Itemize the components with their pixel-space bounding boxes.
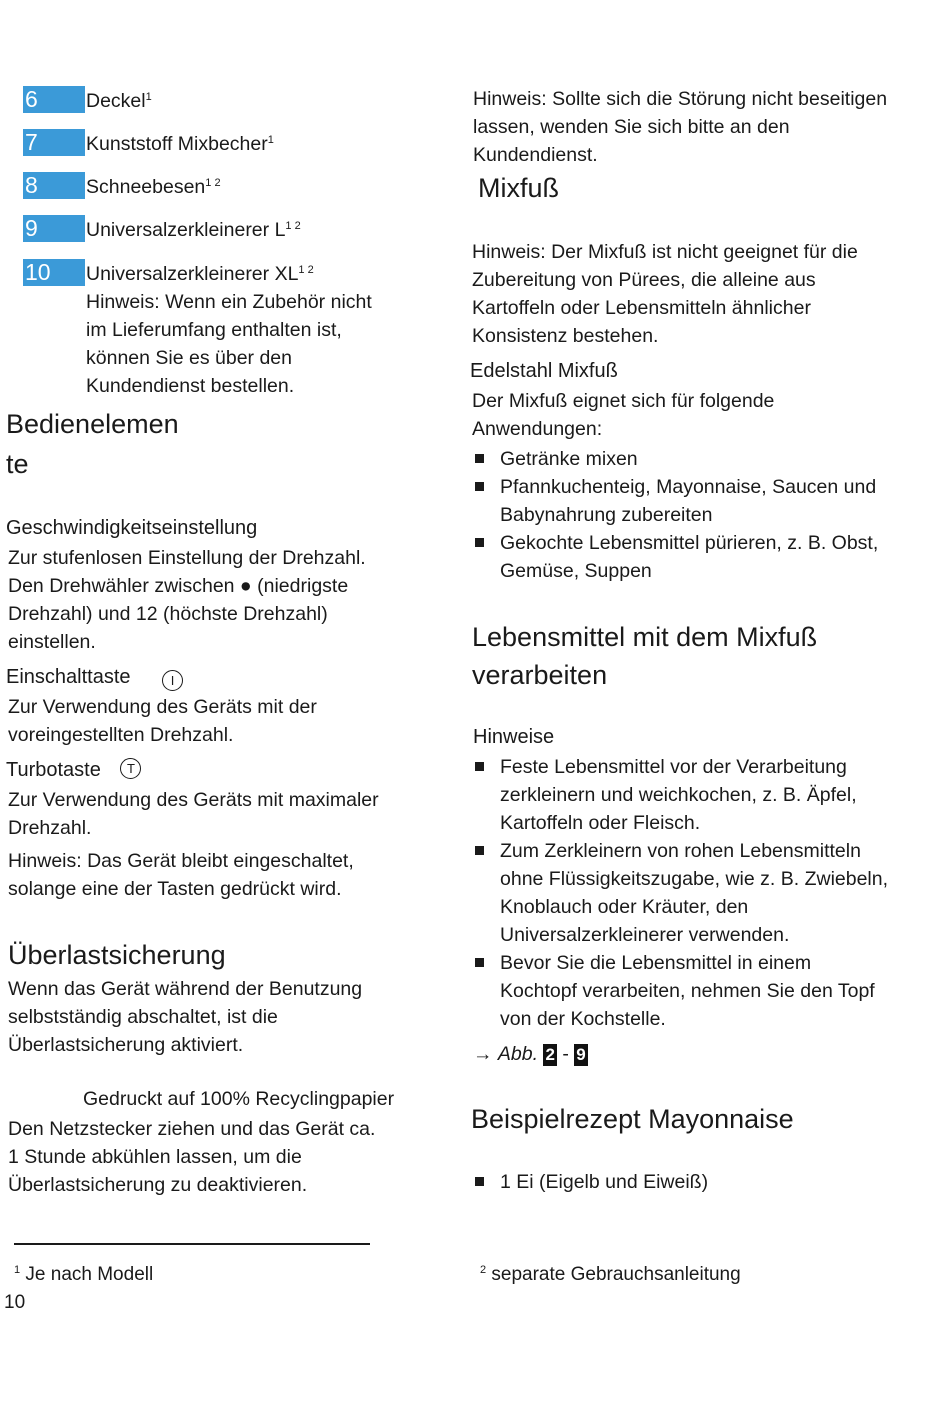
section-heading-controls: Bedienelemen te	[6, 409, 179, 479]
part-label: Universalzerkleinerer $XL^{1 2}$	[86, 263, 314, 285]
section-heading-recipe: Beispielrezept Mayonnaise	[471, 1104, 794, 1134]
part-number: 10	[23, 259, 85, 286]
figure-badge: 9	[576, 1045, 586, 1064]
list-item: Gekochte Lebensmittel pürieren, z. B. Obst, Gemüse, Suppen	[473, 529, 913, 585]
overload-text: Wenn das Gerät während der Benutzung selbstständig abschaltet, ist die Überlastsicherung aktiviert.	[8, 978, 363, 1056]
recycling-note: Gedruckt auf 100% Recyclingpapier	[83, 1088, 395, 1110]
processing-notes-list	[473, 753, 923, 1033]
turbo-button-title: Turbotaste T	[6, 756, 141, 784]
section-heading-processing: Lebensmittel mit dem Mixfuß verarbeiten	[472, 622, 818, 690]
power-button-title: Einschalttaste I	[6, 663, 183, 691]
list-item: Pfannkuchenteig, Mayonnaise, Saucen und Babynahrung zubereiten	[473, 473, 913, 529]
arrow-icon: →	[473, 1043, 493, 1065]
mixfuss-note: Hinweis: Der Mixfuß ist nicht geeignet für die Zubereitung von Pürees, die alleine aus Kartoffeln oder Lebensmitteln ähnlicher Konsistenz bestehen.	[472, 241, 858, 347]
part-number: 8	[23, 172, 85, 199]
part-label: Deckel$^1$	[86, 90, 152, 112]
part-label: Schneebesen$^{1 2}$	[86, 176, 221, 198]
part-number: 6	[23, 86, 85, 113]
turbo-button-text: Zur Verwendung des Geräts mit maximaler Drehzahl.	[8, 789, 379, 839]
parts-note: Hinweis: Wenn ein Zubehör nicht im Lieferumfang enthalten ist, können Sie es über den Kundendienst bestellen.	[86, 291, 372, 397]
list-item: Getränke mixen	[473, 445, 913, 473]
power-icon: I	[162, 670, 183, 691]
section-heading-overload: Überlastsicherung	[8, 940, 226, 970]
fault-note: Hinweis: Sollte sich die Störung nicht beseitigen lassen, wenden Sie sich bitte an den Kundendienst.	[473, 88, 888, 166]
controls-note: Hinweis: Das Gerät bleibt eingeschaltet, solange eine der Tasten gedrückt wird.	[8, 850, 354, 900]
part-label: Kunststoff Mixbecher$^1$	[86, 133, 274, 155]
list-item: Bevor Sie die Lebensmittel in einem Kochtopf verarbeiten, nehmen Sie den Topf von der Kochstelle.	[473, 949, 923, 1033]
list-item: Zum Zerkleinern von rohen Lebensmitteln ohne Flüssigkeitszugabe, wie z. B. Zwiebeln, Knoblauch oder Kräuter, den Universalzerkleinerer verwenden.	[473, 837, 923, 949]
speed-title: Geschwindigkeitseinstellung	[6, 517, 258, 539]
mixfuss-subheading: Edelstahl Mixfuß	[470, 360, 618, 382]
figure-reference: → Abb. 2 - 9	[473, 1043, 586, 1065]
part-number: 7	[23, 129, 85, 156]
footnote-ref: 1 2	[298, 264, 314, 276]
overload-text-2: Den Netzstecker ziehen und das Gerät ca. 1 Stunde abkühlen lassen, um die Überlastsicherung zu deaktivieren.	[8, 1118, 376, 1196]
footnote-2: $^2$ separate Gebrauchsanleitung	[480, 1264, 741, 1285]
power-button-text: Zur Verwendung des Geräts mit der voreingestellten Drehzahl.	[8, 696, 317, 746]
footnote-ref: 1	[267, 134, 274, 146]
turbo-icon: T	[120, 758, 141, 779]
processing-subheading: Hinweise	[473, 726, 555, 748]
footnote-1: $^1$ Je nach Modell	[14, 1264, 154, 1285]
footnote-rule	[14, 1243, 370, 1245]
figure-badge: 2	[545, 1045, 555, 1064]
footnote-ref: 1	[145, 91, 152, 103]
list-item: Feste Lebensmittel vor der Verarbeitung zerkleinern und weichkochen, z. B. Äpfel, Kartoffeln oder Fleisch.	[473, 753, 923, 837]
mixfuss-uses-list	[473, 445, 913, 585]
part-number: 9	[23, 215, 85, 242]
recipe-ingredients-list	[473, 1168, 913, 1196]
footnote-ref: 1 2	[205, 177, 221, 189]
section-heading-mixfuss: Mixfuß	[478, 173, 559, 203]
page-number: 10	[4, 1292, 26, 1313]
mixfuss-intro: Der Mixfuß eignet sich für folgende Anwendungen:	[472, 390, 775, 440]
part-label: Universalzerkleinerer $L^{1 2}$	[86, 219, 301, 241]
footnote-ref: 1 2	[285, 220, 301, 232]
speed-text: Zur stufenlosen Einstellung der Drehzahl. Den Drehwähler zwischen ● (niedrigste Drehzahl) und 12 (höchste Drehzahl) einstellen.	[8, 547, 366, 653]
list-item: 1 Ei (Eigelb und Eiweiß)	[473, 1168, 913, 1196]
